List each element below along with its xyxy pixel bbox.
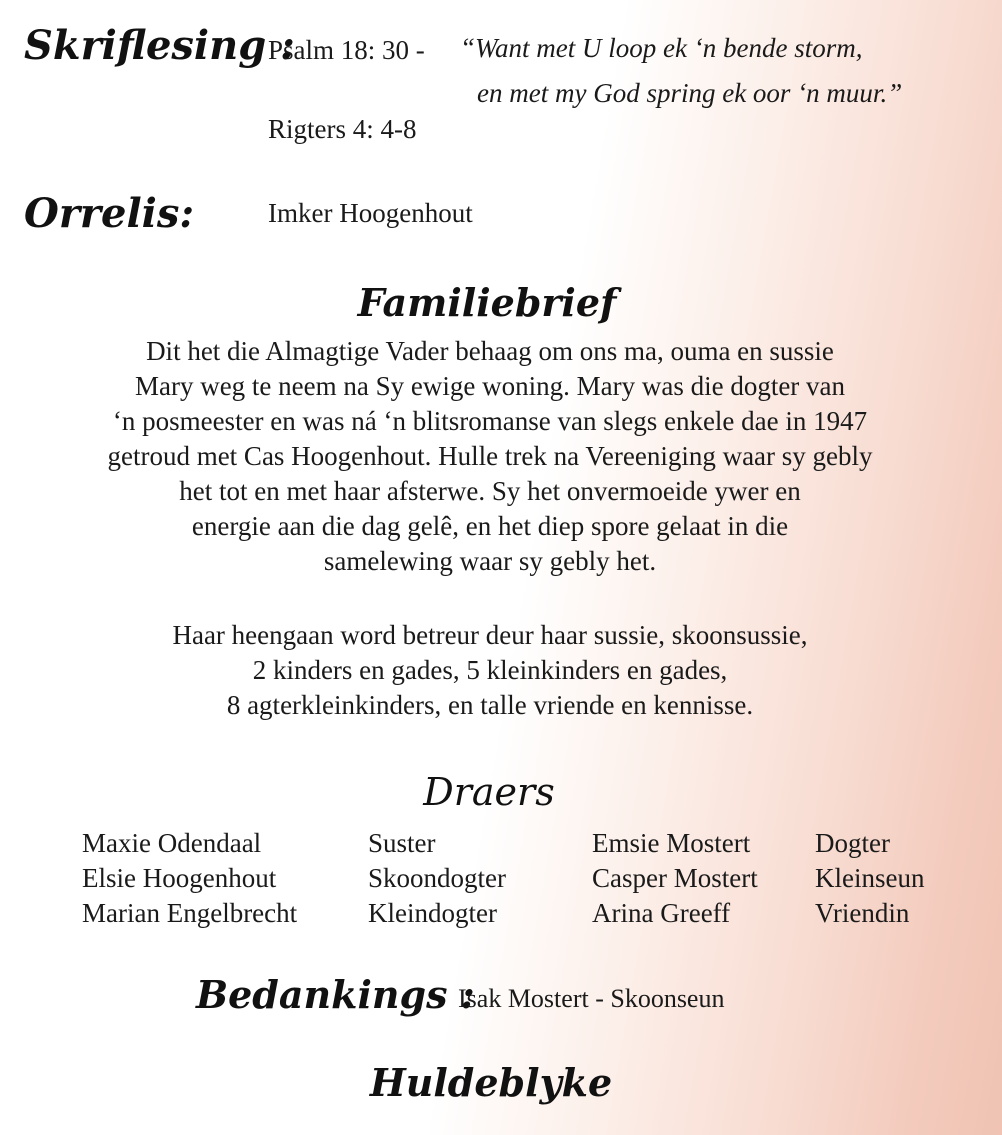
bearer-name: Casper Mostert — [592, 863, 758, 893]
paragraph-line: Mary weg te neem na Sy ewige woning. Mary was die dogter van — [134, 371, 846, 401]
bearer-relation: Kleindogter — [368, 898, 497, 928]
family-letter-heading: Familiebrief — [357, 280, 617, 325]
paragraph-line: Haar heengaan word betreur deur haar sussie, skoonsussie, — [172, 620, 808, 650]
thanks-heading: Bedankings : — [196, 972, 475, 1017]
paragraph-line: 8 agterkleinkinders, en talle vriende en kennisse. — [226, 690, 754, 720]
bearer-name: Emsie Mostert — [592, 828, 751, 858]
organ-heading: Orrelis: — [24, 190, 195, 237]
bearer-name: Marian Engelbrecht — [82, 898, 298, 928]
tributes-heading: Huldeblyke — [369, 1060, 613, 1105]
bearer-relation: Dogter — [815, 828, 890, 858]
bearers-heading: Draers — [423, 770, 555, 814]
bearer-name: Arina Greeff — [592, 898, 731, 928]
thanks-text: Isak Mostert - Skoonseun — [458, 984, 725, 1013]
paragraph-line: ‘n posmeester en was ná ‘n blitsromanse van slegs enkele dae in 1947 — [112, 406, 868, 436]
scripture-reading2: Rigters 4: 4-8 — [268, 114, 417, 144]
scripture-reference: Psalm 18: 30 - — [268, 35, 425, 65]
family-letter-paragraph2 — [0, 618, 980, 723]
bearers-names-col2 — [592, 826, 758, 931]
bearers-relations-col1 — [368, 826, 506, 931]
bearer-relation: Kleinseun — [815, 863, 925, 893]
bearer-name: Elsie Hoogenhout — [82, 863, 277, 893]
bearer-relation: Skoondogter — [368, 863, 506, 893]
family-letter-paragraph1 — [0, 334, 980, 579]
scripture-heading: Skriflesing : — [24, 22, 295, 69]
scripture-quote-line1: “Want met U loop ek ‘n bende storm, — [460, 33, 863, 63]
scripture-quote-line2: en met my God spring ek oor ‘n muur.” — [477, 78, 903, 108]
bearers-relations-col2 — [815, 826, 924, 931]
organ-name: Imker Hoogenhout — [268, 198, 473, 228]
paragraph-line: Dit het die Almagtige Vader behaag om ons ma, ouma en sussie — [146, 336, 834, 366]
paragraph-line: 2 kinders en gades, 5 kleinkinders en gades, — [252, 655, 728, 685]
bearer-relation: Vriendin — [815, 898, 910, 928]
bearer-name: Maxie Odendaal — [82, 828, 262, 858]
bearers-names-col1 — [82, 826, 297, 931]
paragraph-line: getroud met Cas Hoogenhout. Hulle trek na Vereeniging waar sy gebly — [107, 441, 873, 471]
paragraph-line: energie aan die dag gelê, en het diep spore gelaat in die — [191, 511, 789, 541]
bearer-relation: Suster — [368, 828, 436, 858]
paragraph-line: samelewing waar sy gebly het. — [323, 546, 657, 576]
paragraph-line: het tot en met haar afsterwe. Sy het onvermoeide ywer en — [179, 476, 801, 506]
